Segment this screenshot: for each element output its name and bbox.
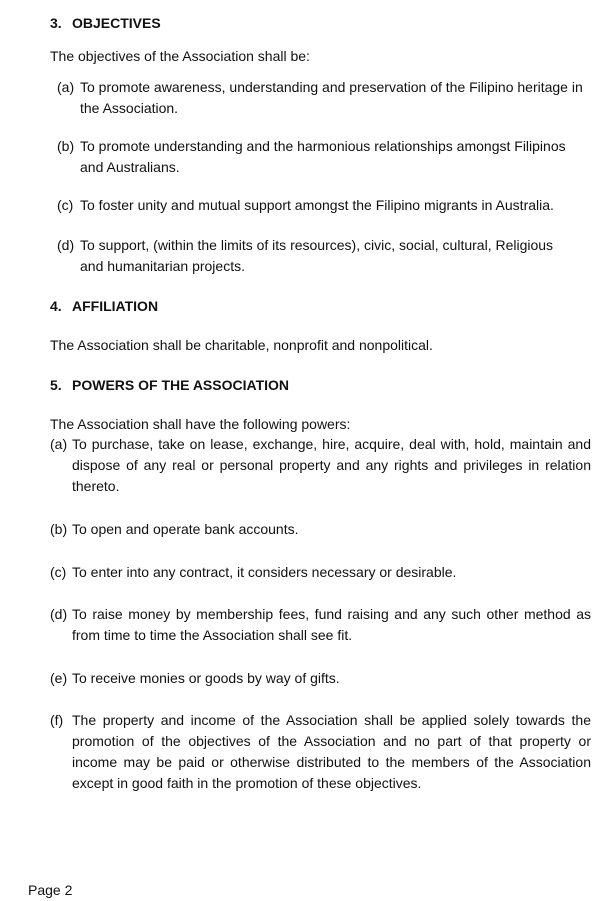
list-item — [50, 710, 591, 794]
list-item-text: To support, (within the limits of its resources), civic, social, cultural, Religious and humanitarian projects. — [80, 237, 554, 274]
list-item-text: To foster unity and mutual support amongst the Filipino migrants in Australia. — [80, 197, 554, 213]
list-item-text: To receive monies or goods by way of gifts. — [72, 670, 340, 686]
list-item-label: (e) — [50, 670, 68, 686]
section-title: OBJECTIVES — [72, 15, 161, 31]
list-item-text: The property and income of the Association shall be applied solely towards the promotion of the objectives of the Association and no part of that property or income may be paid or otherwise distributed to the members of the Association except in good faith in the promotion of these objectives. — [72, 712, 591, 791]
list-item — [50, 604, 591, 646]
list-item-text: To open and operate bank accounts. — [72, 521, 299, 537]
list-item — [50, 519, 591, 540]
list-item-label: (a) — [57, 79, 75, 95]
section-heading-powers — [50, 375, 289, 396]
list-item-text: To raise money by membership fees, fund raising and any such other method as from time to time the Association shall see fit. — [72, 606, 591, 643]
list-item — [50, 562, 591, 583]
list-item — [57, 77, 589, 119]
list-item — [57, 235, 577, 277]
list-item-label: (b) — [57, 138, 75, 154]
list-item — [57, 195, 589, 216]
list-item-label: (b) — [50, 521, 68, 537]
page-number: Page 2 — [28, 882, 73, 898]
section-number: 4. — [50, 298, 62, 314]
section-heading-objectives — [50, 13, 161, 34]
section-title: AFFILIATION — [72, 298, 159, 314]
section-title: POWERS OF THE ASSOCIATION — [72, 377, 290, 393]
list-item-label: (c) — [50, 564, 67, 580]
list-item — [50, 668, 591, 689]
objectives-intro: The objectives of the Association shall be: — [50, 48, 310, 64]
list-item-text: To promote awareness, understanding and preservation of the Filipino heritage in the Association. — [80, 79, 583, 116]
affiliation-text: The Association shall be charitable, nonprofit and nonpolitical. — [50, 337, 433, 353]
list-item-text: To promote understanding and the harmonious relationships amongst Filipinos and Australians. — [80, 138, 566, 175]
list-item-label: (f) — [50, 712, 64, 728]
list-item-text: To purchase, take on lease, exchange, hire, acquire, deal with, hold, maintain and dispose of any real or personal property and any rights and privileges in relation thereto. — [72, 436, 591, 494]
list-item — [50, 434, 591, 497]
list-item — [57, 136, 589, 178]
section-number: 5. — [50, 377, 62, 393]
list-item-label: (d) — [57, 237, 75, 253]
list-item-text: To enter into any contract, it considers necessary or desirable. — [72, 564, 457, 580]
list-item-label: (d) — [50, 606, 68, 622]
list-item-label: (c) — [57, 197, 74, 213]
section-heading-affiliation — [50, 296, 158, 317]
section-number: 3. — [50, 15, 62, 31]
powers-intro: The Association shall have the following powers: — [50, 416, 351, 432]
list-item-label: (a) — [50, 436, 68, 452]
